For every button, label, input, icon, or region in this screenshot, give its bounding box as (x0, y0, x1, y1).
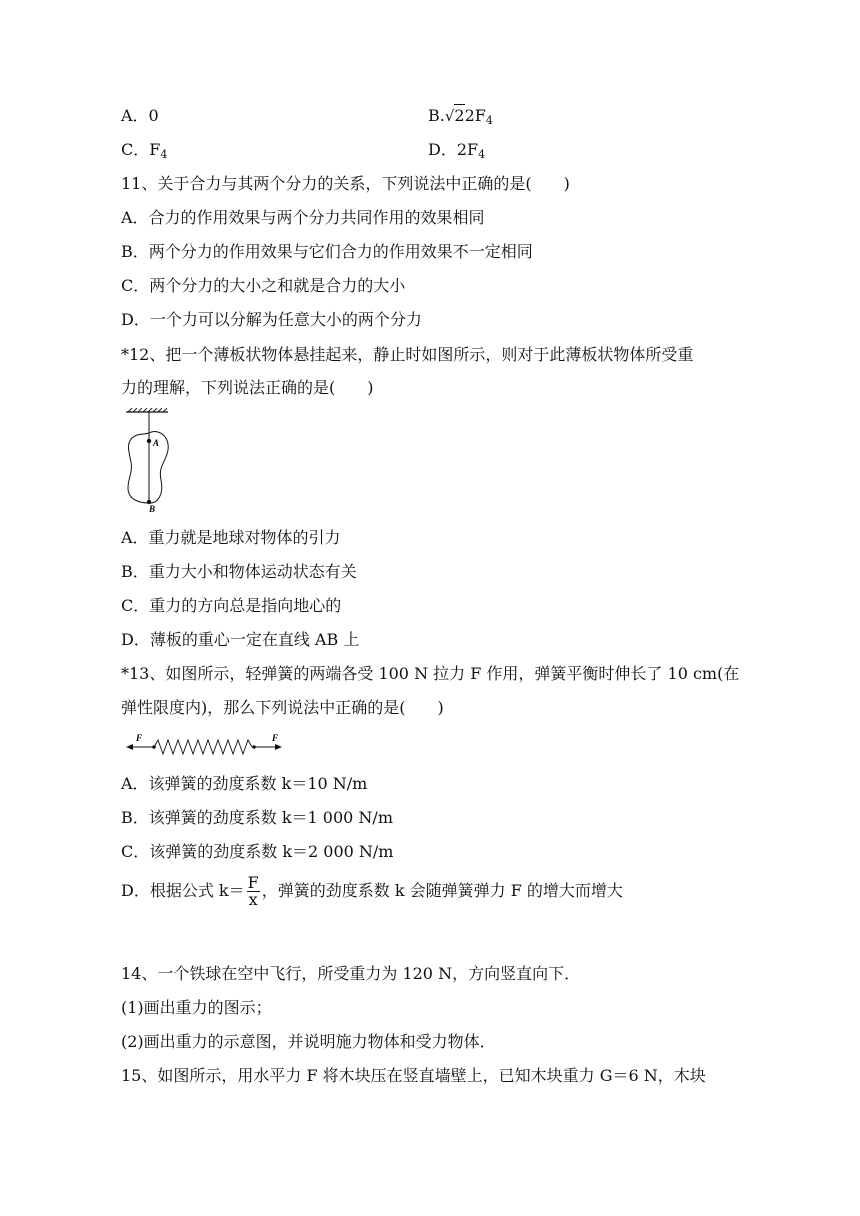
q12-option-a: A．重力就是地球对物体的引力 (121, 528, 341, 547)
point-b-label: B (149, 504, 156, 514)
point-a-label: A (153, 438, 160, 448)
q14-part1: (1)画出重力的图示； (121, 998, 272, 1017)
q14-stem: 14、一个铁球在空中飞行，所受重力为 120 N，方向竖直向下． (121, 964, 581, 983)
q13-option-a: A．该弹簧的劲度系数 k＝10 N/m (121, 774, 368, 793)
q10-option-b-rest: 2F (464, 106, 486, 125)
formula-fraction (247, 875, 260, 908)
q10-option-b (428, 105, 493, 132)
q10-option-d-text: D．2F (428, 140, 479, 159)
spring-figure (124, 731, 286, 755)
q13-option-d (121, 875, 623, 908)
q14-part2: (2)画出重力的示意图，并说明施力物体和受力物体． (121, 1032, 496, 1051)
q11-option-d: D．一个力可以分解为任意大小的两个分力 (121, 310, 422, 329)
q10-option-c-text: C．F (121, 140, 161, 159)
q12-option-d: D．薄板的重心一定在直线 AB 上 (121, 630, 360, 649)
q13-stem-line2: 弹性限度内)，那么下列说法中正确的是( ) (121, 698, 444, 717)
right-arrow-head (275, 744, 282, 750)
sqrt-radicand: 2 (454, 106, 465, 125)
q11-stem: 11、关于合力与其两个分力的关系，下列说法中正确的是( ) (121, 174, 570, 193)
q10-option-a: A．0 (121, 106, 159, 125)
q10-option-b-prefix: B. (428, 106, 445, 125)
q11-option-b: B．两个分力的作用效果与它们合力的作用效果不一定相同 (121, 242, 533, 261)
q13-option-b: B．该弹簧的劲度系数 k＝1 000 N/m (121, 808, 393, 827)
q13-stem-line1: *13、如图所示，轻弹簧的两端各受 100 N 拉力 F 作用，弹簧平衡时伸长了 10 cm(在 (121, 664, 740, 683)
q10-option-d-sub: 4 (478, 148, 486, 161)
q12-stem-line1: *12、把一个薄板状物体悬挂起来，静止时如图所示，则对于此薄板状物体所受重 (121, 345, 694, 364)
q13-option-d-suffix: ，弹簧的劲度系数 k 会随弹簧弹力 F 的增大而增大 (261, 881, 623, 900)
q12-option-b: B．重力大小和物体运动状态有关 (121, 562, 357, 581)
point-a-dot (147, 439, 151, 443)
spring-coil (154, 740, 252, 754)
fraction-numerator: F (247, 873, 259, 892)
q12-stem-line2: 力的理解，下列说法正确的是( ) (121, 378, 374, 397)
right-force-label: F (272, 733, 279, 743)
q11-option-a: A．合力的作用效果与两个分力共同作用的效果相同 (121, 208, 485, 227)
q15-stem: 15、如图所示，用水平力 F 将木块压在竖直墙壁上，已知木块重力 G＝6 N，木块 (121, 1066, 706, 1085)
q13-option-d-prefix: D．根据公式 k＝ (121, 881, 245, 900)
q10-option-d (428, 139, 485, 166)
q12-option-c: C．重力的方向总是指向地心的 (121, 596, 342, 615)
fraction-denominator: x (248, 890, 258, 909)
q13-option-c: C．该弹簧的劲度系数 k＝2 000 N/m (121, 842, 394, 861)
hanging-plate-figure (118, 408, 178, 514)
left-arrow-head (126, 744, 133, 750)
q10-option-c-sub: 4 (160, 148, 168, 161)
q11-option-c: C．两个分力的大小之和就是合力的大小 (121, 276, 406, 295)
left-force-label: F (136, 733, 143, 743)
q10-option-c (121, 139, 167, 166)
q10-option-b-sub: 4 (485, 114, 493, 127)
sqrt-symbol: √2 (444, 106, 465, 125)
ceiling-hatch (128, 408, 167, 412)
